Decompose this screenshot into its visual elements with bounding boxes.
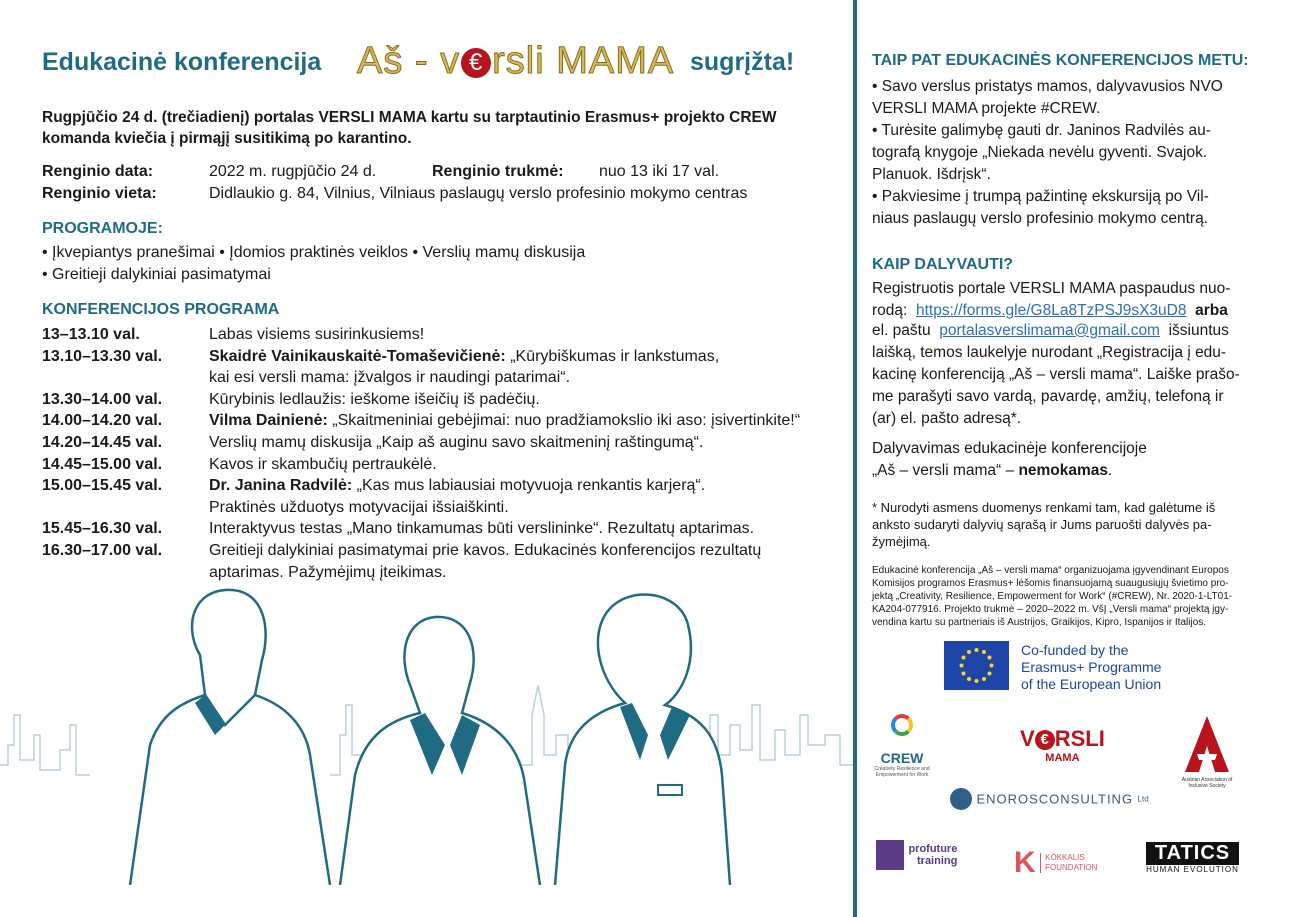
kokkalis-foundation-logo: K KOKKALIS FOUNDATION [1014,846,1098,879]
eu-flag-icon [944,641,1009,690]
program-row: 14.20–14.45 val. Verslių mamų diskusija „Kaip aš auginu savo skaitmeninį raštingumą“. [42,433,704,451]
program-heading: KONFERENCIJOS PROGRAMA [42,301,280,318]
program-table [42,326,842,585]
program-row: kai esi versli mama: įžvalgos ir naudingi patarimai“. [209,369,571,387]
program-row: 13.10–13.30 val. Skaidrė Vainikauskaitė-Tomaševičienė: „Kūrybiškumas ir lankstumas, [42,347,720,365]
program-row: Praktinės užduotys motyvacijai išsiaiškinti. [209,498,509,516]
also-line: • Turėsite galimybę gauti dr. Janinos Radvilės au- [872,122,1211,139]
fineprint-line: vendina kartu su partneriais iš Austrijos, Graikijos, Kipro, Ispanijos ir Italijos. [872,617,1207,628]
program-row: 13–13.10 val. Labas visiems susirinkusiems! [42,326,425,343]
event-date-value: 2022 m. rugpjūčio 24 d. [209,163,377,180]
enoros-consulting-logo: ENOROSCONSULTING Ltd [950,788,1149,810]
participate-line: Registruotis portale VERSLI MAMA paspaudus nuo- [872,280,1231,297]
footnote-line: žymėjimą. [872,534,931,549]
programoje-line1: • Įkvepiantys pranešimai • Įdomios praktinės veiklos • Verslių mamų diskusija [42,244,586,261]
free-line: Dalyvavimas edukacinėje konferencijoje [872,440,1147,457]
program-row: 15.00–15.45 val. Dr. Janina Radvilė: „Kas mus labiausiai motyvuoja renkantis karjerą“. [42,477,706,495]
participate-heading: KAIP DALYVAUTI? [872,256,1014,273]
euro-icon: € [1035,730,1055,750]
footnote-line: anksto sudaryti dalyvių sąrašą ir Jums paruošti dalyvės pa- [872,517,1212,532]
event-date-label: Renginio data: [42,163,154,180]
versli-mama-logo: V € RSLI MAMA [1020,726,1105,764]
participate-line: laišką, temos laukelyje nurodant „Registracija į edu- [872,344,1227,361]
event-venue-label: Renginio vieta: [42,185,157,202]
participate-line: me parašyti savo vardą, pavardę, amžių, telefoną ir [872,388,1224,405]
program-row: 14.00–14.20 val. Vilma Dainienė: „Skaitmeniniai gebėjimai: nuo pradžiamokslio iki aso: įsivertinkite!“ [42,412,801,430]
event-venue-row [42,185,748,203]
fineprint-line: KA204-077916. Projekto trukmė – 2020–2022 m. VšĮ „Versli mama“ projektą įgy- [872,604,1229,615]
also-line: • Savo verslus pristatys mamos, dalyvavusios NVO [872,78,1223,95]
tatics-logo: TATICS HUMAN EVOLUTION [1146,842,1239,874]
column-divider [853,0,857,917]
also-line: Planuok. Išdrįsk“. [872,166,991,183]
programoje-heading: PROGRAMOJE: [42,220,163,237]
euro-icon: € [461,48,491,78]
fineprint-line: Komisijos programos Erasmus+ lėšomis finansuojamą suaugusiųjų švietimo pro- [872,578,1229,589]
fineprint-line: Edukacinė konferencija „Aš – versli mama“ organizuojama įgyvendinant Europos [872,565,1229,576]
participate-line: (ar) el. pašto adresą*. [872,410,1022,427]
as-versli-mama-logo: Aš - v € rsli MAMA [357,40,675,82]
women-skyline-illustration [0,585,853,885]
enoros-icon [950,788,972,810]
program-row: 15.45–16.30 val. Interaktyvus testas „Mano tinkamumas būti verslininke“. Rezultatų aptarimas. [42,520,755,538]
participate-link-line: rodą: https://forms.gle/G8La8TzPSJ9sX3uD8 arba [872,302,1228,319]
participate-line: kacinę konferenciją „Aš – versli mama“. Laiške prašo- [872,366,1240,383]
pocket-icon [658,785,682,795]
austrian-association-logo: Austrian Association of Inclusive Society [1172,716,1242,789]
program-row: 16.30–17.00 val. Greitieji dalykiniai pasimatymai prie kavos. Edukacinės konferencijos rezultatų [42,541,762,559]
crew-logo: CREW Creativity Resilience and Empowerment for Work [872,714,932,778]
event-duration-value: nuo 13 iki 17 val. [599,163,720,180]
lightbulb-icon [891,714,913,736]
email-link[interactable]: portalasverslimama@gmail.com [939,322,1160,339]
free-line-2: „Aš – versli mama“ – nemokamas. [872,462,1113,479]
k-icon: K [1014,846,1036,879]
footnote-line: * Nurodyti asmens duomenys renkami tam, kad galėtume iš [872,500,1216,515]
program-row: 13.30–14.00 val. Kūrybinis ledlaužis: ieškome išeičių iš padėčių. [42,390,540,408]
triangle-a-icon [1185,716,1229,772]
event-venue-value: Didlaukio g. 84, Vilnius, Vilniaus paslaugų verslo profesinio mokymo centras [209,185,748,202]
title-part1: Edukacinė konferencija [42,48,322,76]
profuture-icon [876,840,904,870]
also-line: tografą knygoje „Niekada nevėlu gyventi. Svajok. [872,144,1208,161]
also-line: niaus paslaugų verslo profesinio mokymo centrą. [872,210,1209,227]
program-row: 14.45–15.00 val. Kavos ir skambučių pertraukėlė. [42,455,437,473]
program-row: aptarimas. Pažymėjimų įteikimas. [209,563,447,581]
also-line: VERSLI MAMA projekte #CREW. [872,100,1101,117]
woman-left [130,590,330,885]
participate-email-line: el. paštu portalasverslimama@gmail.com išsiuntus [872,322,1229,339]
event-duration-label: Renginio trukmė: [432,163,564,180]
also-heading: TAIP PAT EDUKACINĖS KONFERENCIJOS METU: [872,52,1249,69]
programoje-line2: • Greitieji dalykiniai pasimatymai [42,266,271,283]
fineprint-line: jektą „Creativity, Resilience, Empowerment for Work“ (#CREW), Nr. 2020-1-LT01- [872,591,1233,602]
profuture-training-logo: profuture training [876,840,957,870]
title-part2: sugrįžta! [690,48,795,76]
registration-link[interactable]: https://forms.gle/G8La8TzPSJ9sX3uD8 [915,302,1187,319]
eu-cofunded-text: Co-funded by the Erasmus+ Programme of the European Union [1021,642,1162,692]
intro-text: Rugpjūčio 24 d. (trečiadienį) portalas VERSLI MAMA kartu su tarptautinio Erasmus+ projekto CREW komanda kviečia į pirmąjį susitikimą po karantino. [42,109,777,147]
also-line: • Pakviesime į trumpą pažintinę ekskursiją po Vil- [872,188,1209,205]
event-date-row [42,163,720,181]
